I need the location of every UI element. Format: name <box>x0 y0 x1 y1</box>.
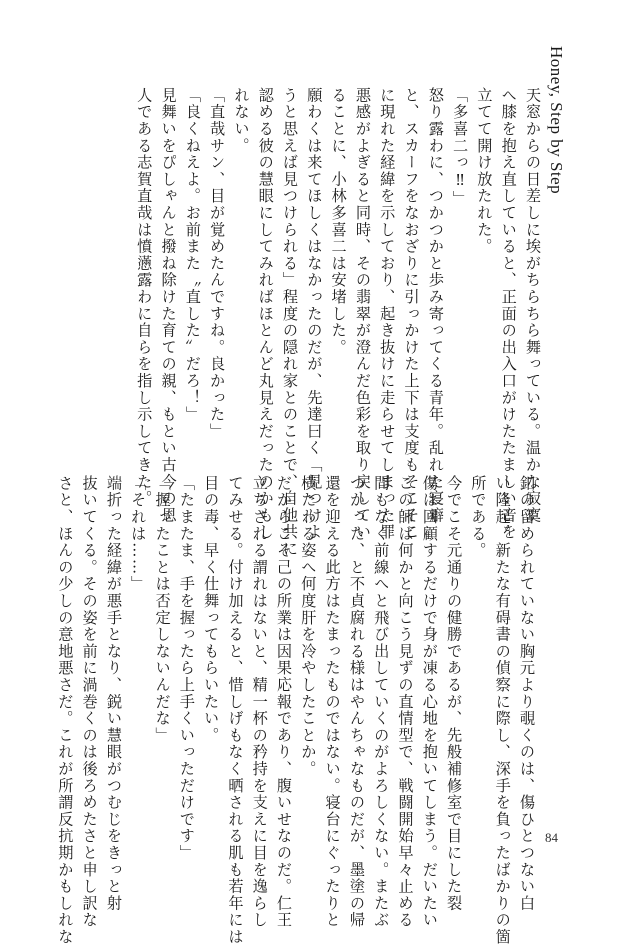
text-line: 認める彼の慧眼にしてみればほとんど丸見えだったのかもし <box>256 87 275 541</box>
text-line: ることに、小林多喜二は安堵した。 <box>329 87 348 356</box>
text-line: と、スカーフをなおざりに引っかけた上下は支度もそこそこ <box>402 87 421 541</box>
text-line: 「直哉サン、目が覚めたんですね。良かった」 <box>208 87 227 440</box>
text-line: へ膝を抱え直していると、正面の出入口がけたたましい音を <box>499 87 518 541</box>
text-line: 見舞いをぴしゃんと撥ね除けた育ての親、もとい古今の恩 <box>159 87 178 524</box>
text-line: 釦の留められていない胸元より覗くのは、傷ひとつない白 <box>518 475 536 912</box>
text-line: 端折った経緯が悪手となり、鋭い慧眼がつむじをきっと射 <box>104 475 123 912</box>
text-line: 人である志賀直哉は憤懣露わに自らを指し示してきた。 <box>135 87 154 507</box>
text-line: 還を迎える此方はたまったものではない。寝台にぐったりと <box>323 475 342 929</box>
page-number: 84 <box>545 830 558 845</box>
text-line: 抜いてくる。その姿を前に渦巻くのは後ろめたさと申し訳な <box>80 475 99 929</box>
text-line: 立てて開け放たれた。 <box>475 87 494 255</box>
text-line: 傷は回顧するだけで身が凍る心地を抱いてしまう。だいたい <box>420 475 439 929</box>
text-block-bottom <box>56 475 539 945</box>
text-line: 願わくは来てほしくはなかったのだが、先達曰く「見つけよ <box>305 87 324 541</box>
text-line: 「良くねえよ。お前また〝直した〟だろ！」 <box>183 87 202 423</box>
text-line: 「握ったことは否定しないんだな」 <box>153 475 172 744</box>
text-line: 「たまたま、手を握ったら上手くいっただけです」 <box>177 475 196 862</box>
text-line: うと思えば見つけられる」程度の隠れ家とのことで、自他共に <box>281 87 300 558</box>
text-line: 所である。 <box>469 475 488 559</box>
text-line: 目の毒、早く仕舞ってもらいたい。 <box>202 475 221 744</box>
text-line: 悪感がよぎると同時、その翡翠が澄んだ色彩を取り戻してい <box>353 87 372 541</box>
text-line: 天窓からの日差しに埃がちらちら舞っている。温かな寂寞 <box>524 87 542 524</box>
text-line: この師は何かと向こう見ずの直情型で、戦闘開始早々止める <box>396 475 415 929</box>
text-line: れない。 <box>232 87 251 155</box>
text-line: い隆起。新たな有碍書の偵察に際し、深手を負ったばかりの箇 <box>493 475 512 945</box>
text-line: つかった、と不貞腐れる様はやんちゃなものだが、墨塗の帰 <box>347 475 366 929</box>
text-line: 今でこそ元通りの健勝であるが、先般補修室で目にした裂 <box>445 475 464 912</box>
text-line: 「多喜二っ‼」 <box>451 87 470 208</box>
running-head: Honey, Step by Step <box>547 46 566 195</box>
text-line: 怒り露わに、つかつかと歩み寄ってくる青年。乱れた寝癖 <box>426 87 445 524</box>
text-line: さと、ほんの少しの意地悪さだ。これが所謂反抗期かもしれな <box>56 475 75 945</box>
text-line: 「それは……」 <box>129 475 148 593</box>
text-line: 立ちされる謂れはないと、精一杯の矜持を支えに目を逸らし <box>250 475 269 929</box>
text-line: だからこそ己の所業は因果応報であり、腹いせなのだ。仁王 <box>275 475 294 929</box>
text-line: 横たわる姿へ何度肝を冷やしたことか。 <box>299 475 318 778</box>
text-line: 間もなく前線へと飛び出していくのがよろしくない。またぶ <box>372 475 391 929</box>
text-line: てみせる。付け加えると、惜しげもなく晒される肌も若年には <box>226 475 245 945</box>
text-line: に現れた経緯を示しており、起き抜けに走らせてしまった罪 <box>378 87 397 541</box>
